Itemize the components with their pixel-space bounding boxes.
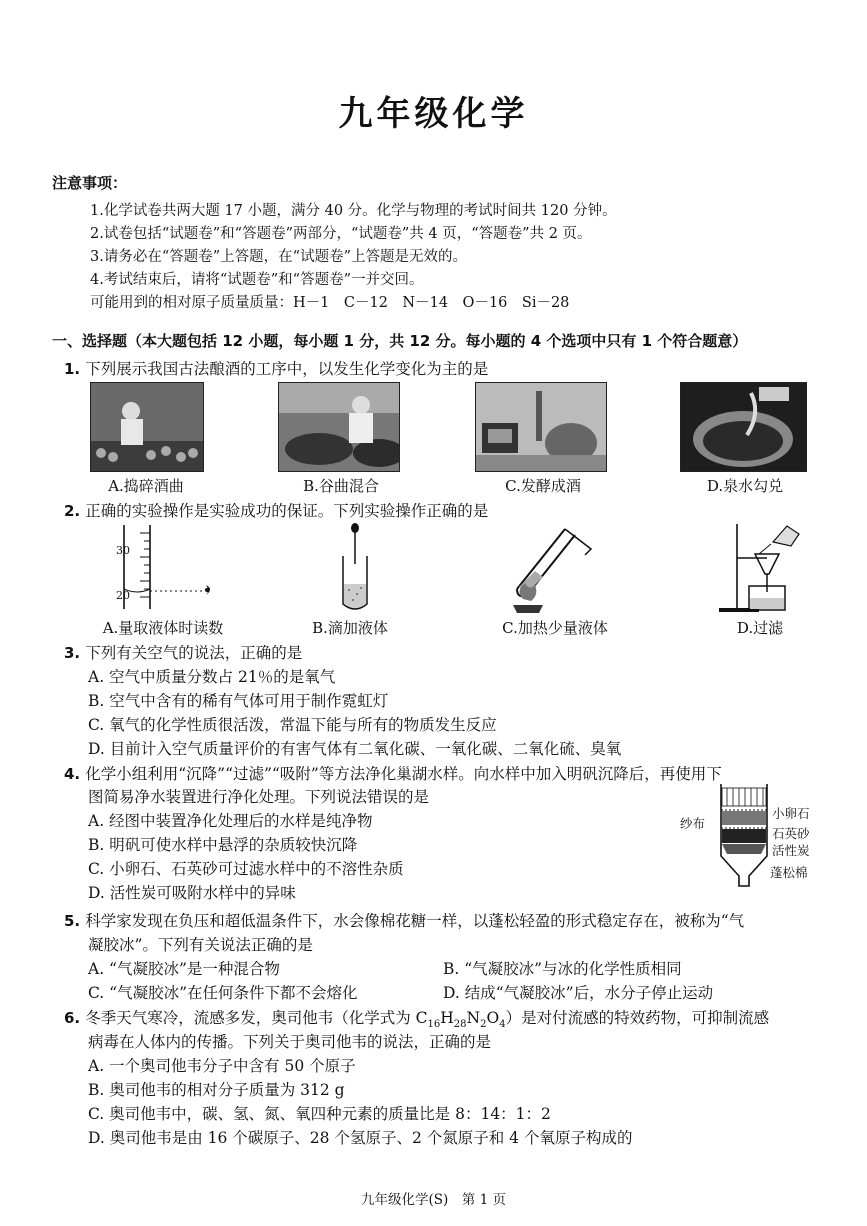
label-pebble: 小卵石 (772, 806, 810, 821)
notice-heading: 注意事项： (52, 174, 128, 192)
photo-fermentation (475, 382, 607, 472)
label-carbon: 活性炭 (772, 843, 810, 858)
question-6 (64, 1006, 769, 1030)
option-a: A. 一个奥司他韦分子中含有 50 个原子 (88, 1057, 356, 1075)
section-heading: 一、选择题（本大题包括 12 小题，每小题 1 分，共 12 分。每小题的 4 个选项中只有 1 个符合题意） (52, 332, 748, 350)
option-c: C. 氧气的化学性质很活泼，常温下能与所有的物质发生反应 (88, 716, 497, 734)
diagram-heating-liquid (505, 525, 605, 617)
caption-d: D.过滤 (736, 619, 784, 637)
notice-item-3: 3.请务必在“答题卷”上答题，在“试题卷”上答题是无效的。 (90, 249, 467, 265)
photo-spring-water-image (681, 383, 806, 471)
photo-spring-water (680, 382, 807, 472)
label-cotton: 蓬松棉 (770, 865, 808, 880)
question-1 (64, 357, 488, 379)
option-d: D. 奥司他韦是由 16 个碳原子、28 个氢原子、2 个氮原子和 4 个氧原子构成的 (88, 1129, 633, 1147)
question-text: 化学小组利用“沉降”“过滤”“吸附”等方法净化巢湖水样。向水样中加入明矾沉降后，再使用下 (85, 765, 722, 783)
caption-a: A.量取液体时读数 (102, 619, 224, 637)
option-a: A. “气凝胶冰”是一种混合物 (88, 960, 280, 978)
option-c: C. 奥司他韦中，碳、氢、氮、氧四种元素的质量比是 8：14：1：2 (88, 1105, 551, 1123)
cylinder-mark-20: 20 (116, 589, 130, 602)
option-b: B. 空气中含有的稀有气体可用于制作霓虹灯 (88, 692, 389, 710)
caption-c: C.发酵成酒 (505, 477, 581, 495)
question-text: 冬季天气寒冷，流感多发，奥司他韦（化学式为 $C_{16}H_{28}N_2O_4$）是对付流感的特效药物，可抑制流感 (85, 1009, 770, 1031)
option-d: D. 目前计入空气质量评价的有害气体有二氧化碳、一氧化碳、二氧化硫、臭氧 (88, 740, 622, 758)
question-text-cont: 图简易净水装置进行净化处理。下列说法错误的是 (88, 788, 430, 806)
cylinder-mark-30: 30 (116, 544, 130, 557)
question-number: 5. (64, 912, 81, 930)
caption-a: A.捣碎酒曲 (108, 477, 184, 495)
atomic-masses: 可能用到的相对原子质量质量：H－1 C－12 N－14 O－16 Si－28 (90, 295, 570, 311)
notice-item-1: 1.化学试卷共两大题 17 小题，满分 40 分。化学与物理的考试时间共 120 分钟。 (90, 203, 617, 219)
notice-item-4: 4.考试结束后，请将“试题卷”和“答题卷”一并交回。 (90, 272, 424, 288)
photo-fermentation-image (476, 383, 606, 471)
option-a: A. 空气中质量分数占 21％的是氧气 (88, 668, 336, 686)
option-b: B. 明矾可使水样中悬浮的杂质较快沉降 (88, 836, 358, 854)
photo-crushing-yeast (90, 382, 204, 472)
question-text: 下列展示我国古法酿酒的工序中，以发生化学变化为主的是 (85, 360, 489, 378)
question-number: 2. (64, 502, 81, 520)
question-2 (64, 499, 488, 521)
option-b: B. 奥司他韦的相对分子质量为 312 g (88, 1081, 345, 1099)
question-number: 6. (64, 1009, 81, 1027)
question-3 (64, 641, 302, 663)
option-a: A. 经图中装置净化处理后的水样是纯净物 (88, 812, 373, 830)
question-number: 4. (64, 765, 81, 783)
caption-b: B.谷曲混合 (303, 477, 379, 495)
option-d: D. 结成“气凝胶冰”后，水分子停止运动 (443, 984, 714, 1002)
option-d: D. 活性炭可吸附水样中的异味 (88, 884, 296, 902)
caption-c: C.加热少量液体 (502, 619, 608, 637)
option-c: C. “气凝胶冰”在任何条件下都不会熔化 (88, 984, 358, 1002)
question-text: 正确的实验操作是实验成功的保证。下列实验操作正确的是 (85, 502, 489, 520)
question-text-cont: 凝胶冰”。下列有关说法正确的是 (88, 936, 313, 954)
photo-mixing-grain-image (279, 383, 399, 471)
question-text-cont: 病毒在人体内的传播。下列关于奥司他韦的说法，正确的是 (88, 1033, 492, 1051)
diagram-dropping-liquid (335, 522, 375, 614)
option-b: B. “气凝胶冰”与冰的化学性质相同 (443, 960, 682, 978)
option-c: C. 小卵石、石英砂可过滤水样中的不溶性杂质 (88, 860, 404, 878)
diagram-filtration (715, 522, 810, 614)
page-title: 九年级化学 (338, 94, 529, 134)
question-5 (64, 909, 744, 931)
photo-crushing-yeast-image (91, 383, 203, 471)
question-4 (64, 762, 722, 784)
notice-item-2: 2.试卷包括“试题卷”和“答题卷”两部分，“试题卷”共 4 页，“答题卷”共 2 页。 (90, 226, 592, 242)
page-footer: 九年级化学(S) 第 1 页 (361, 1192, 506, 1208)
caption-b: B.滴加液体 (312, 619, 388, 637)
question-number: 1. (64, 360, 81, 378)
diagram-water-purifier (715, 780, 775, 890)
question-number: 3. (64, 644, 81, 662)
caption-d: D.泉水勾兑 (706, 477, 784, 495)
question-text: 科学家发现在负压和超低温条件下，水会像棉花糖一样，以蓬松轻盈的形式稳定存在，被称为“气 (85, 912, 745, 930)
label-gauze: 纱布 (680, 816, 706, 831)
label-sand: 石英砂 (772, 826, 810, 841)
photo-mixing-grain (278, 382, 400, 472)
question-text: 下列有关空气的说法，正确的是 (85, 644, 303, 662)
